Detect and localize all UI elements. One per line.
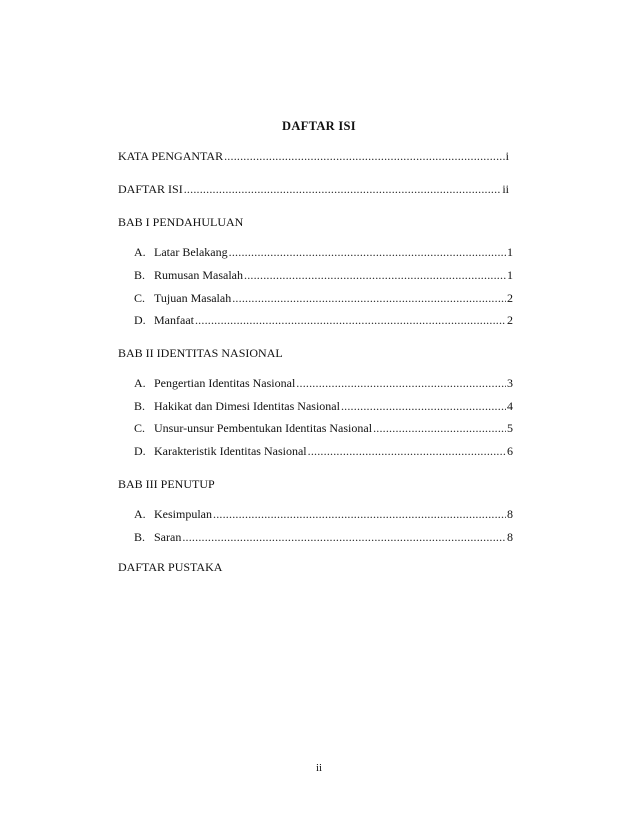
subentry-label: Rumusan Masalah [154,268,243,282]
toc-entry-label: DAFTAR ISI [118,182,183,196]
subentry-label: Karakteristik Identitas Nasional [154,444,307,458]
page-number: ii [315,762,323,774]
subentry-letter: B. [134,268,146,282]
subentry-label: Tujuan Masalah [154,291,232,305]
toc-page-number: ii [502,182,509,196]
toc-subentry [134,399,513,414]
subentry-letter: A. [134,507,146,521]
page-title: DAFTAR ISI [282,119,356,133]
subentry-letter: A. [134,245,146,259]
toc-entry-kata-pengantar [118,149,509,164]
toc-page-number: 1 [507,245,513,259]
dot-leader [184,182,502,197]
toc-page-number: 2 [507,313,513,327]
toc-page-number: 5 [507,421,513,435]
dot-leader [224,149,505,164]
toc-entry-daftar-isi [118,182,509,197]
toc-page-number: 3 [507,376,513,390]
toc-subentry [134,313,513,328]
toc-page-number: 4 [507,399,513,413]
toc-page-number: i [505,149,509,163]
dot-leader [341,399,506,414]
toc-page-number: 6 [507,444,513,458]
chapter-heading-bab-3: BAB III PENUTUP [118,477,215,491]
dot-leader [182,530,506,545]
dot-leader [195,313,506,328]
subentry-letter: B. [134,399,146,413]
toc-subentry [134,291,513,306]
subentry-label: Manfaat [154,313,194,327]
chapter-heading-bab-1: BAB I PENDAHULUAN [118,215,244,229]
subentry-label: Pengertian Identitas Nasional [154,376,296,390]
toc-subentry [134,530,513,545]
subentry-label: Unsur-unsur Pembentukan Identitas Nasional [154,421,373,435]
dot-leader [229,245,506,260]
toc-entry-label: KATA PENGANTAR [118,149,224,163]
dot-leader [244,268,506,283]
subentry-label: Kesimpulan [154,507,212,521]
subentry-letter: D. [134,444,146,458]
toc-page-number: 1 [507,268,513,282]
subentry-letter: C. [134,421,146,435]
toc-subentry [134,421,513,436]
dot-leader [296,376,506,391]
dot-leader [213,507,506,522]
subentry-letter: C. [134,291,146,305]
dot-leader [373,421,506,436]
toc-subentry [134,507,513,522]
subentry-letter: B. [134,530,146,544]
subentry-letter: D. [134,313,146,327]
toc-page-number: 8 [507,507,513,521]
toc-subentry [134,376,513,391]
toc-entry-daftar-pustaka: DAFTAR PUSTAKA [118,560,223,574]
subentry-label: Saran [154,530,182,544]
subentry-label: Hakikat dan Dimesi Identitas Nasional [154,399,340,413]
subentry-letter: A. [134,376,146,390]
toc-page-number: 8 [507,530,513,544]
chapter-heading-bab-2: BAB II IDENTITAS NASIONAL [118,346,283,360]
toc-subentry [134,245,513,260]
toc-subentry [134,444,513,459]
toc-page-number: 2 [507,291,513,305]
toc-subentry [134,268,513,283]
dot-leader [232,291,506,306]
dot-leader [308,444,506,459]
subentry-label: Latar Belakang [154,245,228,259]
